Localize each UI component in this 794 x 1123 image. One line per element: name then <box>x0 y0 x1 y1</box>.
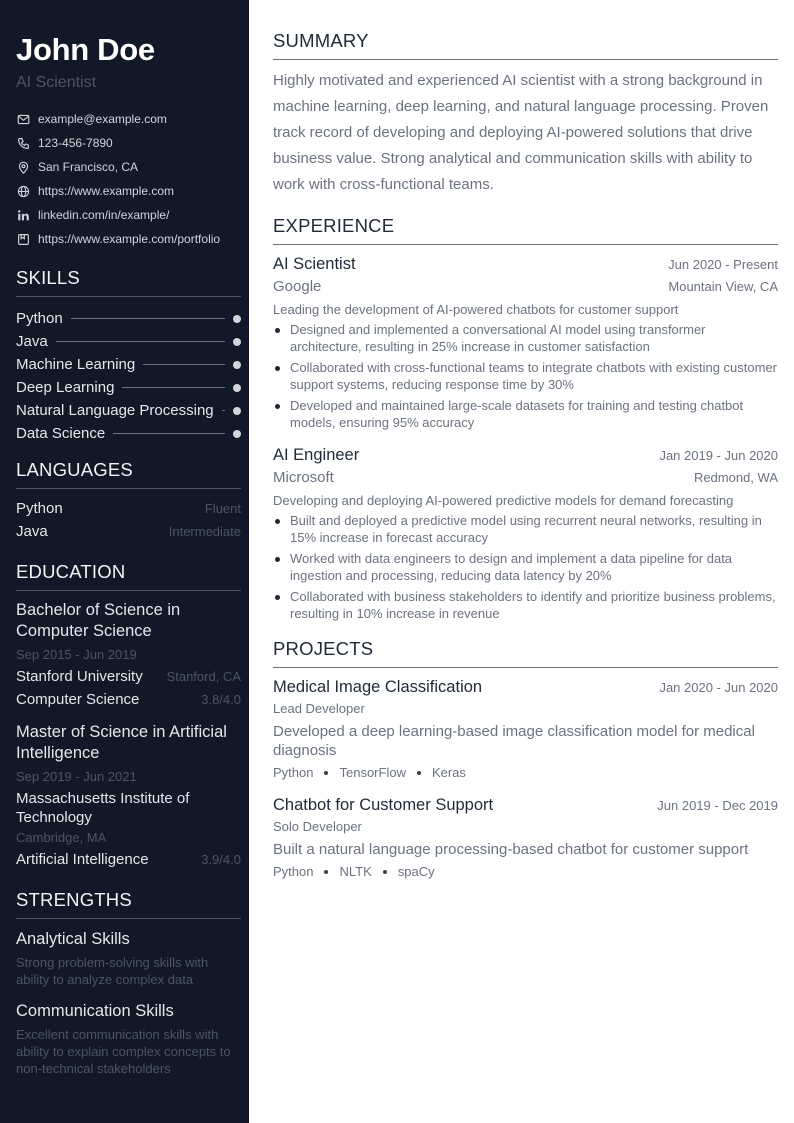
languages-heading: LANGUAGES <box>16 459 241 489</box>
edu-degree: Master of Science in Artificial Intelligence <box>16 723 227 762</box>
skill-level-dot <box>233 430 241 438</box>
education-heading: EDUCATION <box>16 561 241 591</box>
contact-linkedin[interactable] <box>16 203 241 227</box>
project-description: Developed a deep learning-based image classification model for medical diagnosis <box>273 723 755 759</box>
contact-location-text: San Francisco, CA <box>38 160 139 174</box>
job-dates: Jan 2019 - Jun 2020 <box>659 448 778 463</box>
skills-heading: SKILLS <box>16 267 241 297</box>
skill-name: Natural Language Processing <box>16 402 214 419</box>
contact-website-text: https://www.example.com <box>38 184 175 198</box>
edu-location: Stanford, CA <box>166 669 241 684</box>
skill-name: Machine Learning <box>16 356 136 373</box>
job-description: Developing and deploying AI-powered predictive models for demand forecasting <box>273 493 734 508</box>
experience-section <box>273 215 778 622</box>
linkedin-icon <box>16 208 30 222</box>
edu-gpa: 3.8/4.0 <box>201 692 241 707</box>
strength-entry <box>16 1000 241 1077</box>
job-bullet: Developed and maintained large-scale datasets for training and testing chatbot models, ensuring 95% accuracy <box>273 397 778 431</box>
language-name: Python <box>16 500 63 517</box>
skill-item <box>16 399 241 422</box>
projects-heading: PROJECTS <box>273 638 778 668</box>
edu-institution: Massachusetts Institute of Technology <box>16 790 190 826</box>
contact-email[interactable] <box>16 107 241 131</box>
skill-item <box>16 353 241 376</box>
summary-section <box>273 30 778 198</box>
globe-icon <box>16 184 30 198</box>
job-bullet: Designed and implemented a conversational AI model using transformer architecture, resulting in 25% increase in customer satisfaction <box>273 321 778 355</box>
job-bullet: Collaborated with business stakeholders to identify and prioritize business problems, resulting in 10% increase in revenue <box>273 588 778 622</box>
project-tag: NLTK <box>339 864 372 879</box>
contact-portfolio-text: https://www.example.com/portfolio <box>38 232 221 246</box>
strength-name: Analytical Skills <box>16 930 130 948</box>
job-company: Google <box>273 278 322 295</box>
main-content <box>273 30 778 881</box>
job-location: Mountain View, CA <box>668 279 778 294</box>
email-icon <box>16 112 30 126</box>
language-item <box>16 520 241 543</box>
edu-gpa: 3.9/4.0 <box>201 852 241 867</box>
job-title: AI Engineer <box>273 446 360 464</box>
skill-level-dot <box>233 338 241 346</box>
project-tag: Keras <box>431 765 466 780</box>
language-item <box>16 497 241 520</box>
skill-level-dot <box>233 384 241 392</box>
contact-email-text: example@example.com <box>38 112 167 126</box>
edu-dates: Sep 2019 - Jun 2021 <box>16 769 137 784</box>
skill-name: Data Science <box>16 425 106 442</box>
job-bullets <box>273 321 778 431</box>
strength-name: Communication Skills <box>16 1002 174 1020</box>
job-bullets <box>273 512 778 622</box>
skill-level-dot <box>233 361 241 369</box>
edu-field: Artificial Intelligence <box>16 851 149 868</box>
skill-level-dot <box>233 407 241 415</box>
project-tag: Python <box>273 864 314 879</box>
education-entry <box>16 600 241 711</box>
job-title: AI Scientist <box>273 255 356 273</box>
sidebar <box>0 0 249 1123</box>
edu-location: Cambridge, MA <box>16 830 107 845</box>
contact-list <box>16 107 241 251</box>
languages-section <box>16 459 241 543</box>
project-tags <box>273 764 778 782</box>
edu-institution: Stanford University <box>16 668 143 685</box>
language-level: Intermediate <box>168 524 241 539</box>
project-dates: Jun 2019 - Dec 2019 <box>657 798 778 813</box>
project-title: Medical Image Classification <box>273 678 483 696</box>
project-title: Chatbot for Customer Support <box>273 796 494 814</box>
contact-linkedin-text: linkedin.com/in/example/ <box>38 208 170 222</box>
skill-item <box>16 376 241 399</box>
job-location: Redmond, WA <box>693 470 778 485</box>
contact-phone-text: 123-456-7890 <box>38 136 113 150</box>
skill-item <box>16 307 241 330</box>
strengths-section <box>16 889 241 1077</box>
job-bullet: Worked with data engineers to design and implement a data pipeline for data ingestion and processing, reducing data latency by 20% <box>273 550 778 584</box>
experience-entry <box>273 444 778 622</box>
language-level: Fluent <box>204 501 241 516</box>
project-tag: TensorFlow <box>339 765 406 780</box>
strength-desc: Excellent communication skills with ability to explain complex concepts to non-technical stakeholders <box>16 1027 231 1076</box>
contact-phone[interactable] <box>16 131 241 155</box>
experience-entry <box>273 253 778 431</box>
experience-heading: EXPERIENCE <box>273 215 778 245</box>
project-description: Built a natural language processing-based chatbot for customer support <box>273 841 749 858</box>
project-tags <box>273 863 778 881</box>
location-pin-icon <box>16 160 30 174</box>
project-entry <box>273 676 778 782</box>
project-dates: Jan 2020 - Jun 2020 <box>659 680 778 695</box>
project-tag: Python <box>273 765 314 780</box>
job-company: Microsoft <box>273 469 334 486</box>
job-description: Leading the development of AI-powered chatbots for customer support <box>273 302 679 317</box>
strength-entry <box>16 928 241 988</box>
edu-dates: Sep 2015 - Jun 2019 <box>16 647 137 662</box>
project-role: Lead Developer <box>273 701 365 716</box>
edu-field: Computer Science <box>16 691 140 708</box>
edu-degree: Bachelor of Science in Computer Science <box>16 601 181 640</box>
summary-heading: SUMMARY <box>273 30 778 60</box>
project-entry <box>273 794 778 881</box>
skill-level-dot <box>233 315 241 323</box>
contact-website[interactable] <box>16 179 241 203</box>
education-entry <box>16 722 241 871</box>
education-section <box>16 561 241 871</box>
projects-section <box>273 638 778 881</box>
skill-item <box>16 422 241 445</box>
project-tag: spaCy <box>397 864 435 879</box>
skill-name: Java <box>16 333 48 350</box>
skill-name: Deep Learning <box>16 379 115 396</box>
candidate-title: AI Scientist <box>16 74 97 91</box>
strengths-heading: STRENGTHS <box>16 889 241 919</box>
skill-item <box>16 330 241 353</box>
summary-text: Highly motivated and experienced AI scientist with a strong background in machine learning, deep learning, and natural language processing. Proven track record of developing and deploying AI-powered solutions that drive business value. Strong analytical and communication skills with ability to work with cross-functional teams. <box>273 72 769 193</box>
portfolio-icon <box>16 232 30 246</box>
job-dates: Jun 2020 - Present <box>668 257 778 272</box>
phone-icon <box>16 136 30 150</box>
job-bullet: Built and deployed a predictive model using recurrent neural networks, resulting in 15% increase in forecast accuracy <box>273 512 778 546</box>
contact-location <box>16 155 241 179</box>
language-name: Java <box>16 523 48 540</box>
skill-name: Python <box>16 310 63 327</box>
job-bullet: Collaborated with cross-functional teams to integrate chatbots with existing customer support systems, reducing response time by 30% <box>273 359 778 393</box>
project-role: Solo Developer <box>273 819 362 834</box>
contact-portfolio[interactable] <box>16 227 241 251</box>
skills-section <box>16 267 241 445</box>
strength-desc: Strong problem-solving skills with ability to analyze complex data <box>16 955 209 987</box>
candidate-name: John Doe <box>16 32 155 67</box>
